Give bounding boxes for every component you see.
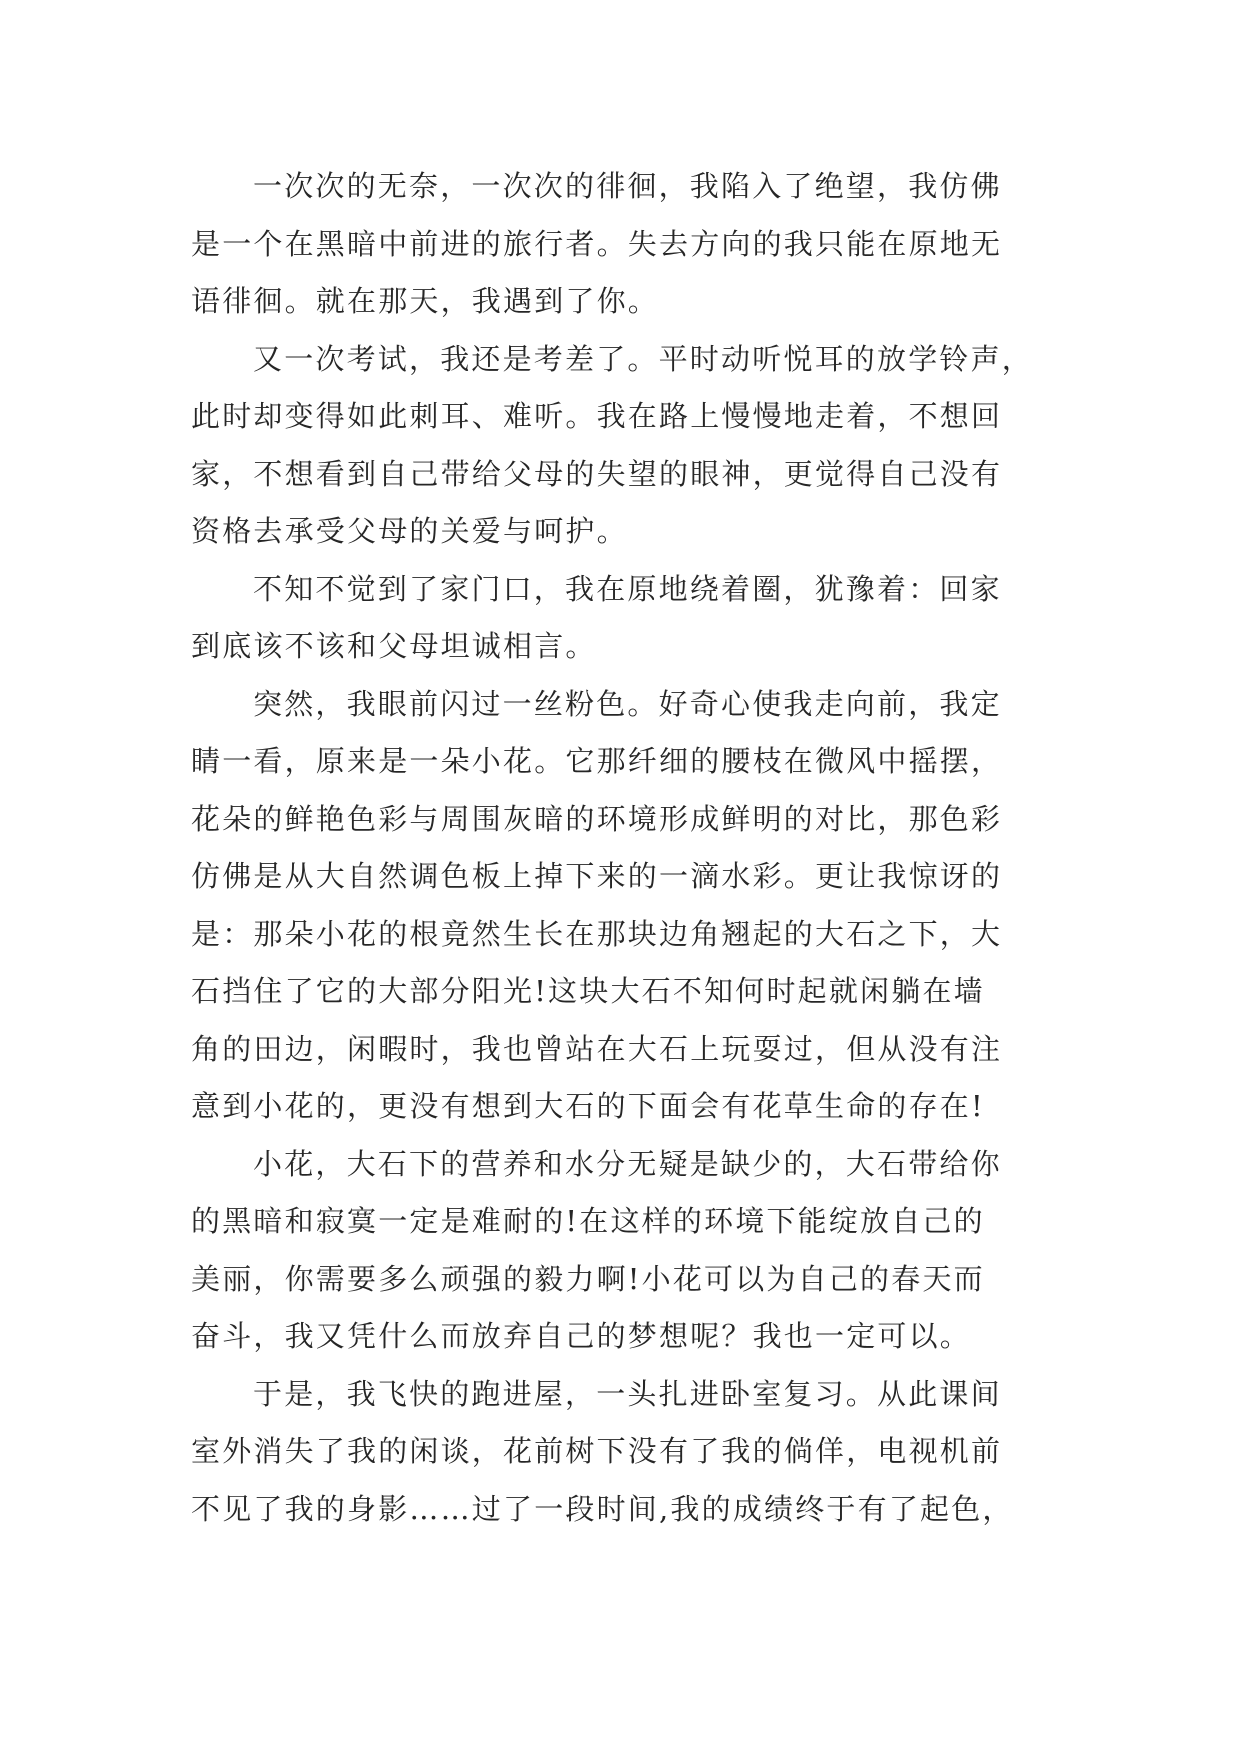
- text-line: 语徘徊。就在那天，我遇到了你。: [191, 284, 660, 318]
- paragraph-1: [191, 158, 1071, 331]
- text-line: 到底该不该和父母坦诚相言。: [191, 629, 597, 663]
- text-line: 仿佛是从大自然调色板上掉下来的一滴水彩。更让我惊讶的: [191, 859, 1003, 893]
- text-line: 花朵的鲜艳色彩与周围灰暗的环境形成鲜明的对比，那色彩: [191, 801, 1003, 836]
- text-line: 又一次考试，我还是考差了。平时动听悦耳的放学铃声，: [253, 341, 1034, 376]
- document-body: [191, 158, 1071, 1538]
- text-line: 突然，我眼前闪过一丝粉色。好奇心使我走向前，我定: [253, 686, 1002, 721]
- text-line: 角的田边，闲暇时，我也曾站在大石上玩耍过，但从没有注: [191, 1031, 1003, 1066]
- text-line: 不知不觉到了家门口，我在原地绕着圈，犹豫着：回家: [253, 571, 1002, 606]
- text-line: 是：那朵小花的根竟然生长在那块边角翘起的大石之下，大: [191, 916, 1003, 951]
- text-line: 是一个在黑暗中前进的旅行者。失去方向的我只能在原地无: [191, 226, 1003, 261]
- paragraph-2: [191, 331, 1071, 561]
- text-line: 一次次的无奈，一次次的徘徊，我陷入了绝望，我仿佛: [253, 169, 1002, 203]
- text-line: 小花，大石下的营养和水分无疑是缺少的，大石带给你: [253, 1146, 1002, 1181]
- text-line: 不见了我的身影……过了一段时间,我的成绩终于有了起色，: [191, 1491, 1014, 1526]
- paragraph-6: [191, 1366, 1071, 1539]
- text-line: 于是，我飞快的跑进屋，一头扎进卧室复习。从此课间: [253, 1376, 1002, 1411]
- text-line: 石挡住了它的大部分阳光!这块大石不知何时起就闲躺在墙: [191, 974, 985, 1008]
- text-line: 的黑暗和寂寞一定是难耐的!在这样的环境下能绽放自己的: [191, 1204, 985, 1238]
- paragraph-5: [191, 1136, 1071, 1366]
- paragraph-4: [191, 676, 1071, 1136]
- text-line: 睛一看，原来是一朵小花。它那纤细的腰枝在微风中摇摆，: [191, 744, 1003, 778]
- text-line: 资格去承受父母的关爱与呵护。: [191, 514, 628, 548]
- paragraph-3: [191, 561, 1071, 676]
- text-line: 此时却变得如此刺耳、难听。我在路上慢慢地走着，不想回: [191, 399, 1003, 433]
- text-line: 家，不想看到自己带给父母的失望的眼神，更觉得自己没有: [191, 456, 1003, 491]
- text-line: 奋斗，我又凭什么而放弃自己的梦想呢？我也一定可以。: [191, 1319, 972, 1353]
- text-line: 室外消失了我的闲谈，花前树下没有了我的倘佯，电视机前: [191, 1434, 1003, 1468]
- text-line: 美丽，你需要多么顽强的毅力啊!小花可以为自己的春天而: [191, 1261, 985, 1296]
- text-line: 意到小花的，更没有想到大石的下面会有花草生命的存在!: [191, 1089, 985, 1123]
